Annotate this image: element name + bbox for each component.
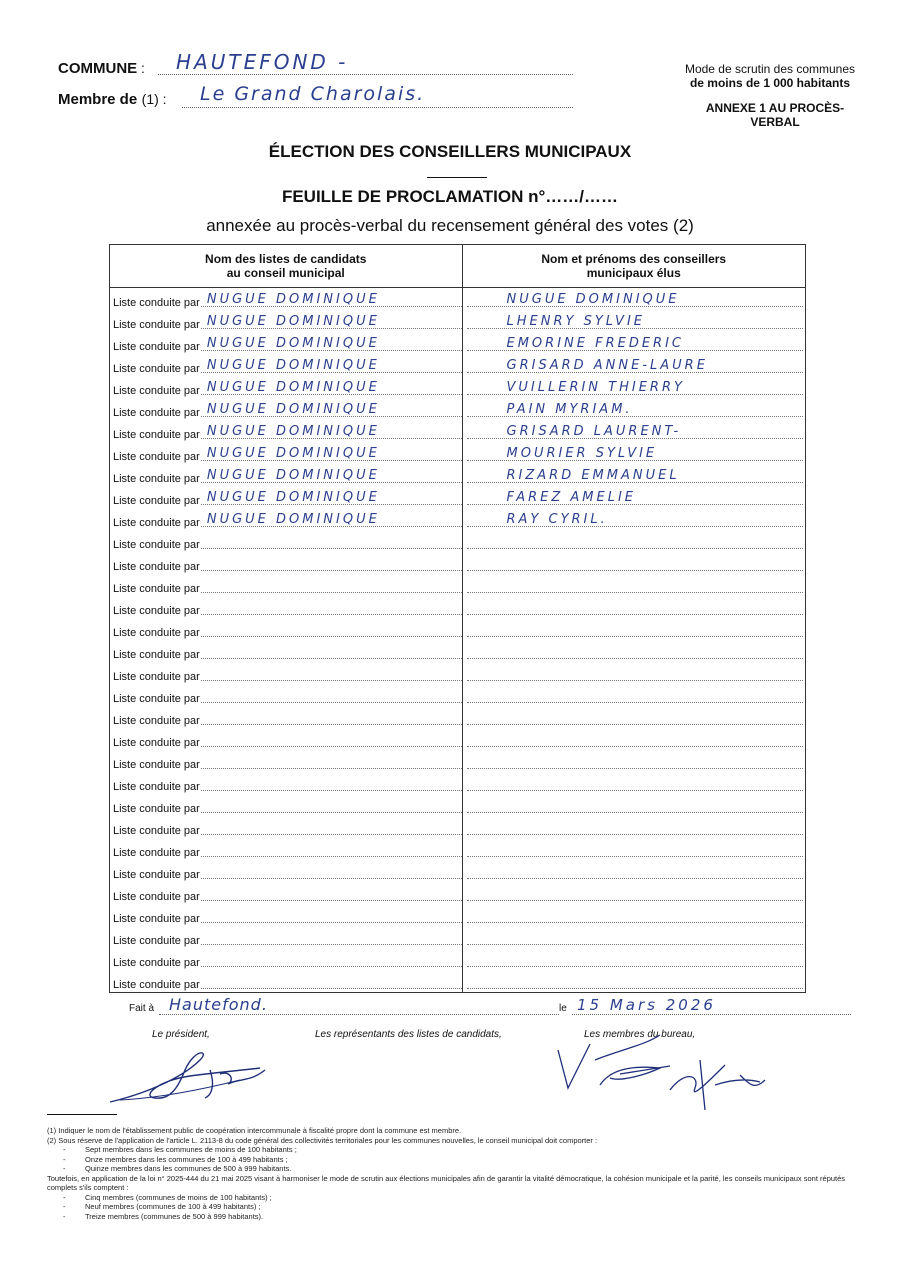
list-dotline — [201, 420, 462, 439]
list-dotline — [201, 464, 462, 483]
table-row — [110, 948, 806, 970]
row-prefix: Liste conduite par — [113, 847, 200, 859]
list-leader-name: NUGUE DOMINIQUE — [206, 424, 380, 439]
list-cell — [110, 310, 463, 332]
row-prefix: Liste conduite par — [113, 605, 200, 617]
elected-cell — [462, 706, 806, 728]
row-prefix: Liste conduite par — [113, 891, 200, 903]
list-dotline — [201, 860, 462, 879]
col-elected-header-line1: Nom et prénoms des conseillers — [541, 252, 727, 266]
table-row — [110, 904, 806, 926]
fait-value: Hautefond. — [169, 995, 268, 1014]
list-leader-name: NUGUE DOMINIQUE — [206, 292, 380, 307]
elected-cell — [462, 398, 806, 420]
elected-cell — [462, 354, 806, 376]
elected-dotline — [467, 706, 804, 725]
elected-dotline — [467, 662, 804, 681]
footnote-rule — [47, 1114, 117, 1115]
elected-cell — [462, 310, 806, 332]
list-cell — [110, 684, 463, 706]
list-cell — [110, 530, 463, 552]
footnote-item: - Treize membres (communes de 500 à 999 habitants). — [63, 1211, 264, 1221]
row-prefix: Liste conduite par — [113, 539, 200, 551]
list-dotline — [201, 816, 462, 835]
elected-dotline — [467, 464, 804, 483]
row-prefix: Liste conduite par — [113, 935, 200, 947]
elected-name: RIZARD EMMANUEL — [506, 468, 680, 483]
membre-dotline — [182, 107, 573, 108]
table-row — [110, 926, 806, 948]
page-title: ÉLECTION DES CONSEILLERS MUNICIPAUX — [268, 142, 632, 161]
le-label: le — [559, 1003, 567, 1014]
list-dotline — [201, 596, 462, 615]
footnote-item: - Quinze membres dans les communes de 500 à 999 habitants. — [63, 1164, 292, 1173]
row-prefix: Liste conduite par — [113, 803, 200, 815]
elected-cell — [462, 376, 806, 398]
list-dotline — [201, 618, 462, 637]
elected-dotline — [467, 420, 804, 439]
list-dotline — [201, 794, 462, 813]
commune-dotline — [158, 74, 573, 75]
row-prefix: Liste conduite par — [113, 341, 200, 353]
president-signature — [100, 1040, 280, 1110]
list-cell — [110, 904, 463, 926]
elected-cell — [462, 530, 806, 552]
row-prefix: Liste conduite par — [113, 979, 200, 991]
row-prefix: Liste conduite par — [113, 671, 200, 683]
list-dotline — [201, 640, 462, 659]
row-prefix: Liste conduite par — [113, 715, 200, 727]
membres-label: Les membres du bureau, — [584, 1029, 696, 1040]
annexe-line-2: VERBAL — [750, 115, 800, 129]
list-leader-name: NUGUE DOMINIQUE — [206, 314, 380, 329]
list-cell — [110, 288, 463, 311]
table-row — [110, 640, 806, 662]
list-cell — [110, 838, 463, 860]
col-lists-header-line2: au conseil municipal — [226, 266, 345, 280]
table-row — [110, 464, 806, 486]
list-dotline — [201, 970, 462, 989]
elected-cell — [462, 640, 806, 662]
elected-name: PAIN MYRIAM. — [506, 402, 633, 417]
elected-dotline — [467, 970, 804, 989]
elected-dotline — [467, 486, 804, 505]
membre-label: Membre de — [58, 91, 138, 108]
mode-scrutin — [660, 62, 880, 90]
list-dotline — [201, 332, 462, 351]
row-prefix: Liste conduite par — [113, 693, 200, 705]
table-row — [110, 816, 806, 838]
footnote-item: - Onze membres dans les communes de 100 à 499 habitants ; — [63, 1154, 288, 1164]
list-cell — [110, 508, 463, 530]
elected-dotline — [467, 596, 804, 615]
fait-label: Fait à — [129, 1003, 155, 1014]
row-prefix: Liste conduite par — [113, 385, 200, 397]
elected-cell — [462, 816, 806, 838]
col-elected-header — [462, 245, 806, 288]
table-row — [110, 618, 806, 640]
row-prefix: Liste conduite par — [113, 957, 200, 969]
table-row — [110, 530, 806, 552]
list-cell — [110, 398, 463, 420]
list-cell — [110, 970, 463, 993]
row-prefix: Liste conduite par — [113, 627, 200, 639]
list-cell — [110, 354, 463, 376]
list-cell — [110, 464, 463, 486]
list-dotline — [201, 354, 462, 373]
list-dotline — [201, 530, 462, 549]
list-dotline — [201, 904, 462, 923]
table-row — [110, 662, 806, 684]
footnotes — [47, 1126, 867, 1221]
table-row — [110, 552, 806, 574]
elected-cell — [462, 332, 806, 354]
list-cell — [110, 640, 463, 662]
elected-name: RAY CYRIL. — [506, 512, 608, 527]
proclamation-subtitle: annexée au procès-verbal du recensement général des votes (2) — [206, 216, 694, 235]
list-cell — [110, 882, 463, 904]
table-row — [110, 442, 806, 464]
list-cell — [110, 618, 463, 640]
elected-dotline — [467, 882, 804, 901]
list-leader-name: NUGUE DOMINIQUE — [206, 402, 380, 417]
elected-dotline — [467, 618, 804, 637]
elected-cell — [462, 464, 806, 486]
row-prefix: Liste conduite par — [113, 759, 200, 771]
elected-dotline — [467, 354, 804, 373]
list-dotline — [201, 838, 462, 857]
list-cell — [110, 750, 463, 772]
row-prefix: Liste conduite par — [113, 319, 200, 331]
table-row — [110, 684, 806, 706]
footnote-item: - Sept membres dans les communes de moins de 100 habitants ; — [63, 1145, 297, 1154]
list-dotline — [201, 750, 462, 769]
table-row — [110, 750, 806, 772]
mode-line-1: Mode de scrutin des communes — [684, 62, 856, 76]
table-row — [110, 728, 806, 750]
table-row — [110, 332, 806, 354]
elected-dotline — [467, 442, 804, 461]
membre-line: Membre de (1) : Le Grand Charolais. — [58, 91, 573, 109]
elected-dotline — [467, 552, 804, 571]
list-cell — [110, 420, 463, 442]
row-prefix: Liste conduite par — [113, 473, 200, 485]
table-row — [110, 794, 806, 816]
list-dotline — [201, 288, 462, 307]
row-prefix: Liste conduite par — [113, 429, 200, 441]
membre-value: Le Grand Charolais. — [200, 83, 426, 105]
list-dotline — [201, 398, 462, 417]
elected-name: NUGUE DOMINIQUE — [506, 292, 680, 307]
elected-cell — [462, 552, 806, 574]
list-dotline — [201, 772, 462, 791]
footnote-toutefois: Toutefois, en application de la loi n° 2025-444 du 21 mai 2025 visant à harmoniser le mode de scrutin aux élections municipales afin de garantir la vitalité démocratique, la cohésion municipale et la parité, les conseils municipaux sont réputés complets s'ils comptent : — [47, 1173, 846, 1192]
list-cell — [110, 574, 463, 596]
elected-cell — [462, 926, 806, 948]
list-leader-name: NUGUE DOMINIQUE — [206, 336, 380, 351]
elected-name: MOURIER SYLVIE — [506, 446, 658, 461]
elected-dotline — [467, 904, 804, 923]
list-dotline — [201, 684, 462, 703]
elected-cell — [462, 442, 806, 464]
elected-dotline — [467, 838, 804, 857]
elected-dotline — [467, 684, 804, 703]
elected-cell — [462, 618, 806, 640]
elected-cell — [462, 662, 806, 684]
list-cell — [110, 860, 463, 882]
elected-cell — [462, 486, 806, 508]
row-prefix: Liste conduite par — [113, 913, 200, 925]
elected-cell — [462, 860, 806, 882]
list-cell — [110, 772, 463, 794]
list-leader-name: NUGUE DOMINIQUE — [206, 468, 380, 483]
elected-cell — [462, 882, 806, 904]
footnote-item: - Neuf membres (communes de 100 à 499 habitants) ; — [63, 1202, 261, 1211]
row-prefix: Liste conduite par — [113, 825, 200, 837]
list-leader-name: NUGUE DOMINIQUE — [206, 512, 380, 527]
footnote-item: - Cinq membres (communes de moins de 100 habitants) ; — [63, 1192, 272, 1202]
list-dotline — [201, 486, 462, 505]
list-leader-name: NUGUE DOMINIQUE — [206, 358, 380, 373]
col-lists-header — [110, 245, 463, 288]
list-dotline — [201, 926, 462, 945]
list-dotline — [201, 948, 462, 967]
list-leader-name: NUGUE DOMINIQUE — [206, 446, 380, 461]
list-cell — [110, 728, 463, 750]
list-cell — [110, 794, 463, 816]
list-dotline — [201, 574, 462, 593]
elected-cell — [462, 574, 806, 596]
proclamation-table — [109, 244, 806, 993]
commune-line: COMMUNE : HAUTEFOND - — [58, 60, 573, 78]
list-cell — [110, 706, 463, 728]
elected-dotline — [467, 860, 804, 879]
list-dotline — [201, 706, 462, 725]
table-row — [110, 838, 806, 860]
fait-line — [129, 995, 851, 1019]
president-label: Le président, — [152, 1029, 210, 1040]
table-row — [110, 706, 806, 728]
membres-signatures — [550, 1030, 780, 1120]
row-prefix: Liste conduite par — [113, 561, 200, 573]
list-cell — [110, 948, 463, 970]
table-row — [110, 288, 806, 311]
elected-dotline — [467, 310, 804, 329]
elected-name: EMORINE FREDERIC — [506, 336, 684, 351]
row-prefix: Liste conduite par — [113, 451, 200, 463]
elected-name: GRISARD ANNE-LAURE — [506, 358, 708, 373]
list-dotline — [201, 882, 462, 901]
elected-cell — [462, 750, 806, 772]
list-cell — [110, 926, 463, 948]
elected-cell — [462, 728, 806, 750]
list-dotline — [201, 552, 462, 571]
date-dotline — [572, 1014, 851, 1015]
elected-cell — [462, 948, 806, 970]
title-rule — [427, 177, 487, 178]
row-prefix: Liste conduite par — [113, 363, 200, 375]
elected-dotline — [467, 750, 804, 769]
elected-cell — [462, 288, 806, 311]
annexe-label — [680, 101, 870, 129]
mode-line-2: de moins de 1 000 habitants — [689, 76, 851, 90]
table-row — [110, 508, 806, 530]
list-cell — [110, 596, 463, 618]
row-prefix: Liste conduite par — [113, 869, 200, 881]
table-row — [110, 398, 806, 420]
list-cell — [110, 552, 463, 574]
table-row — [110, 596, 806, 618]
elected-cell — [462, 772, 806, 794]
table-row — [110, 486, 806, 508]
date-value: 15 Mars 2026 — [577, 996, 716, 1014]
table-row — [110, 310, 806, 332]
elected-name: FAREZ AMELIE — [506, 490, 637, 505]
elected-dotline — [467, 772, 804, 791]
elected-dotline — [467, 816, 804, 835]
list-cell — [110, 662, 463, 684]
list-dotline — [201, 508, 462, 527]
fait-dotline — [159, 1014, 559, 1015]
row-prefix: Liste conduite par — [113, 781, 200, 793]
footnote-2: (2) Sous réserve de l'application de l'article L. 2113-8 du code général des collectivités territoriales pour les communes nouvelles, le conseil municipal doit comporter : — [47, 1135, 598, 1145]
elected-dotline — [467, 948, 804, 967]
elected-cell — [462, 684, 806, 706]
elected-dotline — [467, 640, 804, 659]
table-row — [110, 574, 806, 596]
table-row — [110, 970, 806, 993]
footnote-1: (1) Indiquer le nom de l'établissement public de coopération intercommunale à fiscalité propre dont la commune est membre. — [47, 1126, 462, 1135]
membre-ref: (1) — [141, 91, 159, 107]
elected-cell — [462, 904, 806, 926]
elected-dotline — [467, 508, 804, 527]
annexe-line-1: ANNEXE 1 AU PROCÈS- — [705, 101, 845, 115]
proclamation-title: FEUILLE DE PROCLAMATION n°……/…… — [281, 187, 619, 206]
table-row — [110, 860, 806, 882]
table-header-row — [110, 245, 806, 288]
list-leader-name: NUGUE DOMINIQUE — [206, 490, 380, 505]
list-dotline — [201, 376, 462, 395]
list-cell — [110, 486, 463, 508]
table-row — [110, 882, 806, 904]
elected-dotline — [467, 288, 804, 307]
row-prefix: Liste conduite par — [113, 297, 200, 309]
list-cell — [110, 332, 463, 354]
elected-dotline — [467, 332, 804, 351]
elected-dotline — [467, 794, 804, 813]
row-prefix: Liste conduite par — [113, 737, 200, 749]
row-prefix: Liste conduite par — [113, 407, 200, 419]
elected-dotline — [467, 926, 804, 945]
row-prefix: Liste conduite par — [113, 583, 200, 595]
elected-name: LHENRY SYLVIE — [506, 314, 645, 329]
elected-cell — [462, 508, 806, 530]
table-row — [110, 354, 806, 376]
elected-cell — [462, 838, 806, 860]
row-prefix: Liste conduite par — [113, 649, 200, 661]
list-dotline — [201, 442, 462, 461]
elected-cell — [462, 596, 806, 618]
elected-name: GRISARD LAURENT- — [506, 424, 682, 439]
table-row — [110, 376, 806, 398]
list-dotline — [201, 310, 462, 329]
row-prefix: Liste conduite par — [113, 517, 200, 529]
elected-dotline — [467, 398, 804, 417]
col-lists-header-line1: Nom des listes de candidats — [205, 252, 367, 266]
commune-label: COMMUNE — [58, 60, 138, 77]
list-cell — [110, 376, 463, 398]
table-row — [110, 772, 806, 794]
elected-dotline — [467, 376, 804, 395]
list-cell — [110, 816, 463, 838]
elected-dotline — [467, 728, 804, 747]
commune-value: HAUTEFOND - — [176, 50, 349, 74]
list-dotline — [201, 728, 462, 747]
representants-label: Les représentants des listes de candidats, — [315, 1029, 502, 1040]
list-cell — [110, 442, 463, 464]
elected-dotline — [467, 574, 804, 593]
row-prefix: Liste conduite par — [113, 495, 200, 507]
elected-cell — [462, 420, 806, 442]
elected-name: VUILLERIN THIERRY — [506, 380, 685, 395]
elected-cell — [462, 794, 806, 816]
elected-cell — [462, 970, 806, 993]
table-row — [110, 420, 806, 442]
list-dotline — [201, 662, 462, 681]
list-leader-name: NUGUE DOMINIQUE — [206, 380, 380, 395]
elected-dotline — [467, 530, 804, 549]
col-elected-header-line2: municipaux élus — [586, 266, 681, 280]
